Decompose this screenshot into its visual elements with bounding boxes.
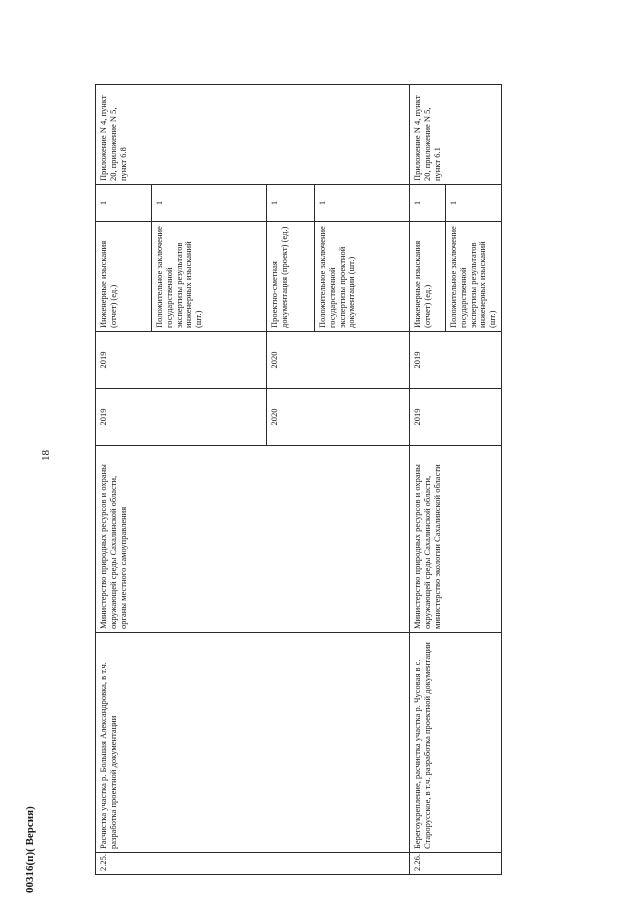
reference-cell: Приложение N 4, пункт 20, приложение N 5, пункт 6.8 [96, 85, 410, 185]
footer-document-code: 00316(п)( Версия) [24, 806, 36, 893]
reference-cell: Приложение N 4, пункт 20, приложение N 5, пункт 6.1 [410, 85, 502, 185]
executor: Министерство природных ресурсов и охраны окружающей среды Сахалинской области, министерство экологии Сахалинской области [410, 446, 502, 633]
measures-table [95, 84, 502, 875]
table-row [96, 85, 152, 875]
quantity-cell: 1 [152, 185, 267, 222]
table-row [410, 85, 446, 875]
result-cell: Положительное заключение государственной экспертизы результатов инженерных изысканий (шт.) [152, 222, 267, 332]
quantity-cell: 1 [410, 185, 446, 222]
row-number: 2.26. [410, 853, 502, 875]
page-number: 18 [40, 450, 52, 461]
result-cell: Проектно-сметная документация (проект) (ед.) [267, 222, 315, 332]
rotated-table-container [95, 85, 498, 875]
end-year: 2019 [410, 332, 502, 389]
end-year: 2019 [96, 332, 267, 389]
result-cell: Инженерные изыскания (отчет) (ед.) [96, 222, 152, 332]
quantity-cell: 1 [267, 185, 315, 222]
end-year: 2020 [267, 332, 410, 389]
quantity-cell: 1 [315, 185, 410, 222]
result-cell: Инженерные изыскания (отчет) (ед.) [410, 222, 446, 332]
row-number: 2.25. [96, 853, 410, 875]
executor: Министерство природных ресурсов и охраны окружающей среды Сахалинской области, органы местного самоуправления [96, 446, 410, 633]
start-year: 2019 [96, 389, 267, 446]
start-year: 2020 [267, 389, 410, 446]
quantity-cell: 1 [446, 185, 502, 222]
quantity-cell: 1 [96, 185, 152, 222]
result-cell: Положительное заключение государственной экспертизы результатов инженерных изысканий (шт.) [446, 222, 502, 332]
result-cell: Положительное заключение государственной экспертизы проектной документации (шт.) [315, 222, 410, 332]
measure-title: Берегоукрепление, расчистка участка р. Чусовая в с. Старорусское, в т.ч. разработка проектной документации [410, 633, 502, 853]
measure-title: Расчистка участка р. Большая Александровка, в т.ч. разработка проектной документации [96, 633, 410, 853]
start-year: 2019 [410, 389, 502, 446]
